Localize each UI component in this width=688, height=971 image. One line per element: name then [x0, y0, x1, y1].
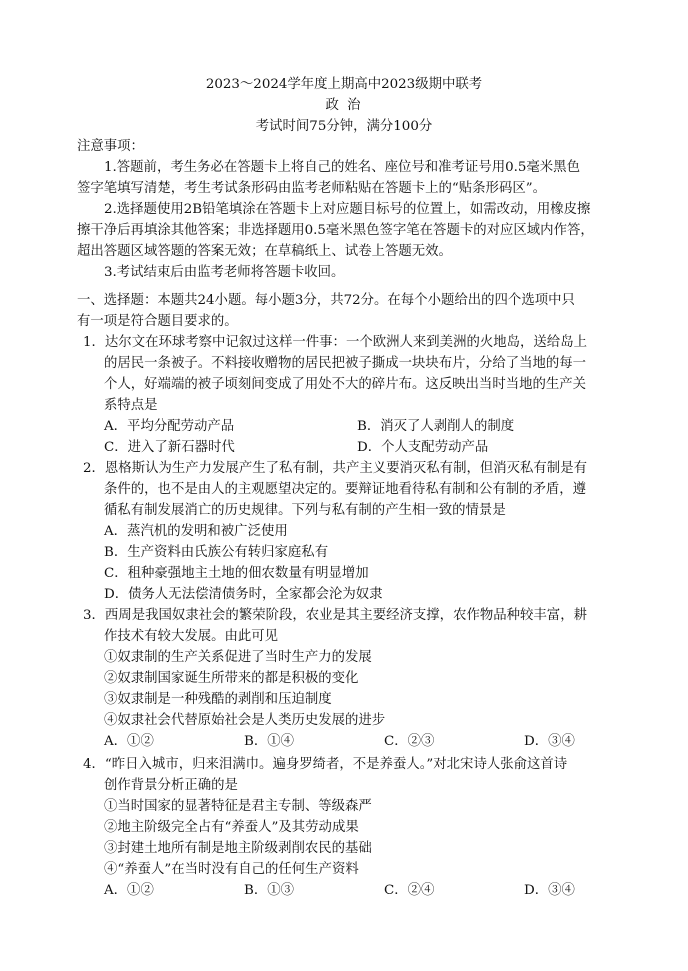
question-4-item: ④“养蚕人”在当时没有自己的任何生产资料: [104, 862, 359, 877]
notice-line: 3.考试结束后由监考老师将答题卡收回。: [104, 265, 345, 280]
question-1-option-c: C．进入了新石器时代: [104, 440, 235, 455]
question-3-stem: 作技术有较大发展。由此可见: [104, 629, 279, 644]
question-2-option-c: C．租种豪强地主土地的佃农数量有明显增加: [104, 566, 369, 581]
question-4-option-c: C．②④: [384, 883, 435, 898]
section-intro: 有一项是符合题目要求的。: [77, 314, 238, 329]
question-4-option-b: B．①③: [244, 883, 295, 898]
question-3-item: ①奴隶制的生产关系促进了当时生产力的发展: [104, 650, 372, 665]
question-4-stem: 创作背景分析正确的是: [104, 778, 238, 793]
question-2-option-a: A．蒸汽机的发明和被广泛使用: [104, 524, 288, 539]
question-2-stem: 循私有制发展消亡的历史规律。下列与私有制的产生相一致的情景是: [104, 503, 506, 518]
notice-line: 1.答题前，考生务必在答题卡上将自己的姓名、座位号和准考证号用0.5毫米黑色: [104, 160, 580, 175]
question-2-option-b: B．生产资料由氏族公有转归家庭私有: [104, 545, 329, 560]
question-2-stem: 2．恩格斯认为生产力发展产生了私有制，共产主义要消灭私有制，但消灭私有制是有: [83, 461, 587, 476]
question-1-option-a: A．平均分配劳动产品: [104, 419, 235, 434]
question-4-stem: 4．“昨日入城市，归来泪满巾。遍身罗绮者，不是养蚕人。”对北宋诗人张俞这首诗: [83, 757, 568, 772]
question-3-option-d: D．③④: [524, 734, 575, 749]
question-1-stem: 个人，好端端的被子顷刻间变成了用处不大的碎片布。这反映出当时当地的生产关: [104, 377, 587, 392]
section-intro: 一、选择题：本题共24小题。每小题3分，共72分。在每个小题给出的四个选项中只: [77, 293, 575, 308]
subject-title: 政 治: [325, 98, 363, 113]
question-3-option-a: A．①②: [104, 734, 154, 749]
question-1-option-d: D．个人支配劳动产品: [357, 440, 489, 455]
notice-line: 超出答题区域答题的答案无效；在草稿纸上、试卷上答题无效。: [77, 244, 452, 259]
question-4-option-d: D．③④: [524, 883, 575, 898]
question-4-item: ③封建土地所有制是地主阶级剥削农民的基础: [104, 841, 372, 856]
question-2-option-d: D．债务人无法偿清债务时，全家都会沦为奴隶: [104, 587, 383, 602]
question-4-option-a: A．①②: [104, 883, 154, 898]
exam-title: 2023～2024学年度上期高中2023级期中联考: [205, 77, 483, 92]
question-3-option-c: C．②③: [384, 734, 435, 749]
question-1-stem: 的居民一条被子。不料接收赠物的居民把被子撕成一块块布片，分给了当地的每一: [104, 356, 587, 371]
question-1-option-b: B．消灭了人剥削人的制度: [357, 419, 515, 434]
notice-line: 擦干净后再填涂其他答案；非选择题用0.5毫米黑色签字笔在答题卡的对应区域内作答，: [77, 223, 594, 238]
notice-heading: 注意事项：: [77, 139, 144, 154]
notice-line: 2.选择题使用2B铅笔填涂在答题卡上对应题目标号的位置上，如需改动，用橡皮擦: [104, 202, 591, 217]
question-3-item: ③奴隶制是一种残酷的剥削和压迫制度: [104, 692, 332, 707]
question-3-item: ②奴隶制国家诞生所带来的都是积极的变化: [104, 671, 359, 686]
question-3-option-b: B．①④: [244, 734, 295, 749]
notice-line: 签字笔填写清楚，考生考试条形码由监考老师粘贴在答题卡上的“贴条形码区”。: [77, 181, 546, 196]
question-2-stem: 条件的，也不是由人的主观愿望决定的。要辩证地看待私有制和公有制的矛盾，遵: [104, 482, 587, 497]
question-3-item: ④奴隶社会代替原始社会是人类历史发展的进步: [104, 713, 386, 728]
question-4-item: ①当时国家的显著特征是君主专制、等级森严: [104, 799, 372, 814]
time-info: 考试时间75分钟，满分100分: [255, 119, 433, 134]
question-3-stem: 3．西周是我国奴隶社会的繁荣阶段，农业是其主要经济支撑，农作物品种较丰富，耕: [83, 608, 587, 623]
question-4-item: ②地主阶级完全占有“养蚕人”及其劳动成果: [104, 820, 359, 835]
question-1-stem: 1．达尔文在环球考察中记叙过这样一件事：一个欧洲人来到美洲的火地岛，送给岛上: [83, 335, 587, 350]
question-1-stem: 系特点是: [104, 398, 158, 413]
